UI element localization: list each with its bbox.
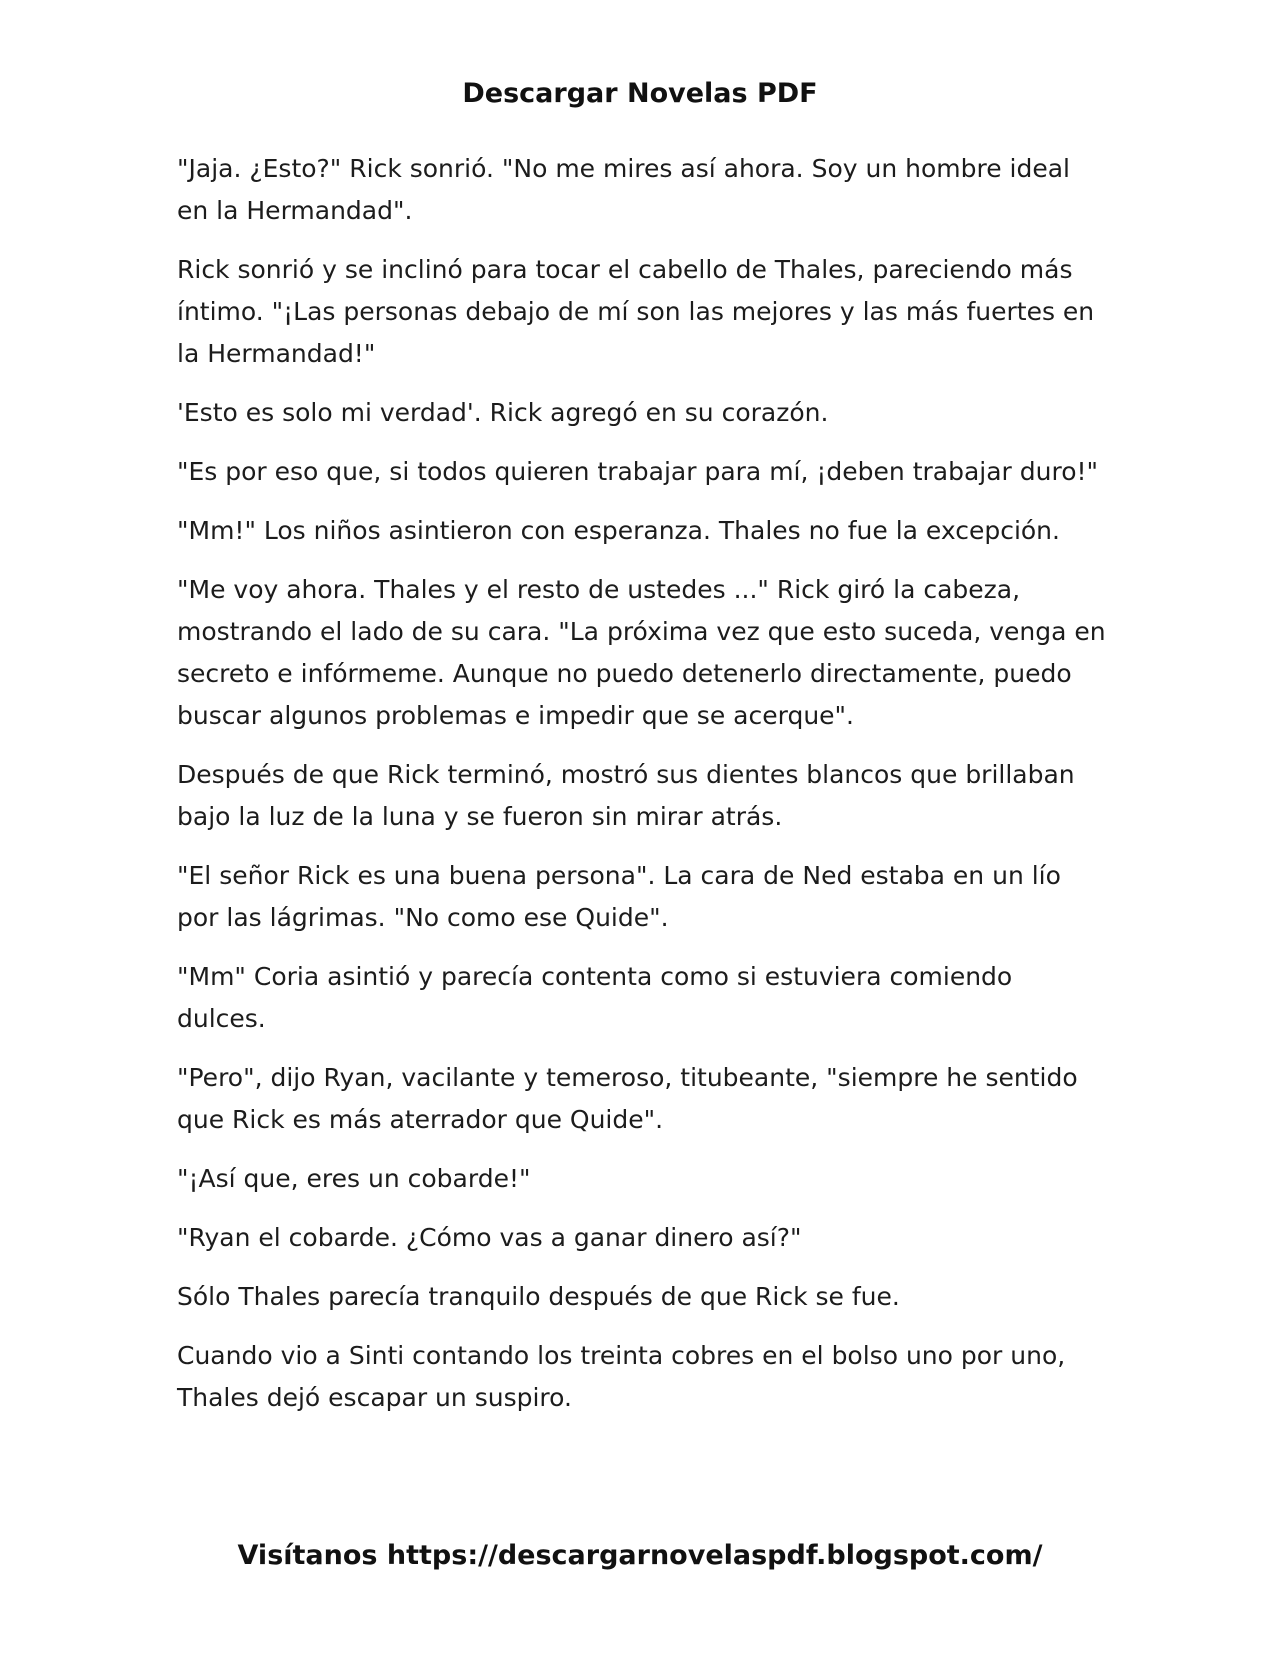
- paragraph: "¡Así que, eres un cobarde!": [177, 1164, 531, 1193]
- paragraph: Después de que Rick terminó, mostró sus dientes blancos que brillaban bajo la luz de la luna y se fueron sin mirar atrás.: [177, 760, 1075, 831]
- paragraph: 'Esto es solo mi verdad'. Rick agregó en su corazón.: [177, 398, 829, 427]
- paragraph: "Mm!" Los niños asintieron con esperanza. Thales no fue la excepción.: [177, 516, 1060, 545]
- paragraph: Cuando vio a Sinti contando los treinta cobres en el bolso uno por uno, Thales dejó escapar un suspiro.: [177, 1341, 1066, 1412]
- page-title: Descargar Novelas PDF: [462, 78, 818, 109]
- document-body: [177, 148, 1107, 1436]
- paragraph: "Ryan el cobarde. ¿Cómo vas a ganar dinero así?": [177, 1223, 802, 1252]
- paragraph: "Pero", dijo Ryan, vacilante y temeroso, titubeante, "siempre he sentido que Rick es más aterrador que Quide".: [177, 1063, 1078, 1134]
- paragraph: "Me voy ahora. Thales y el resto de ustedes ..." Rick giró la cabeza, mostrando el lado de su cara. "La próxima vez que esto suceda, venga en secreto e infórmeme. Aunque no puedo detenerlo directamente, puedo buscar algunos problemas e impedir que se acerque".: [177, 575, 1106, 730]
- paragraph: "Jaja. ¿Esto?" Rick sonrió. "No me mires así ahora. Soy un hombre ideal en la Hermandad".: [177, 154, 1070, 225]
- paragraph: Sólo Thales parecía tranquilo después de que Rick se fue.: [177, 1282, 900, 1311]
- paragraph: "El señor Rick es una buena persona". La cara de Ned estaba en un lío por las lágrimas. "No como ese Quide".: [177, 861, 1061, 932]
- paragraph: Rick sonrió y se inclinó para tocar el cabello de Thales, pareciendo más íntimo. "¡Las personas debajo de mí son las mejores y las más fuertes en la Hermandad!": [177, 255, 1095, 368]
- paragraph: "Mm" Coria asintió y parecía contenta como si estuviera comiendo dulces.: [177, 962, 1013, 1033]
- footer-website-link[interactable]: Visítanos https://descargarnovelaspdf.blogspot.com/: [237, 1540, 1043, 1571]
- paragraph: "Es por eso que, si todos quieren trabajar para mí, ¡deben trabajar duro!": [177, 457, 1099, 486]
